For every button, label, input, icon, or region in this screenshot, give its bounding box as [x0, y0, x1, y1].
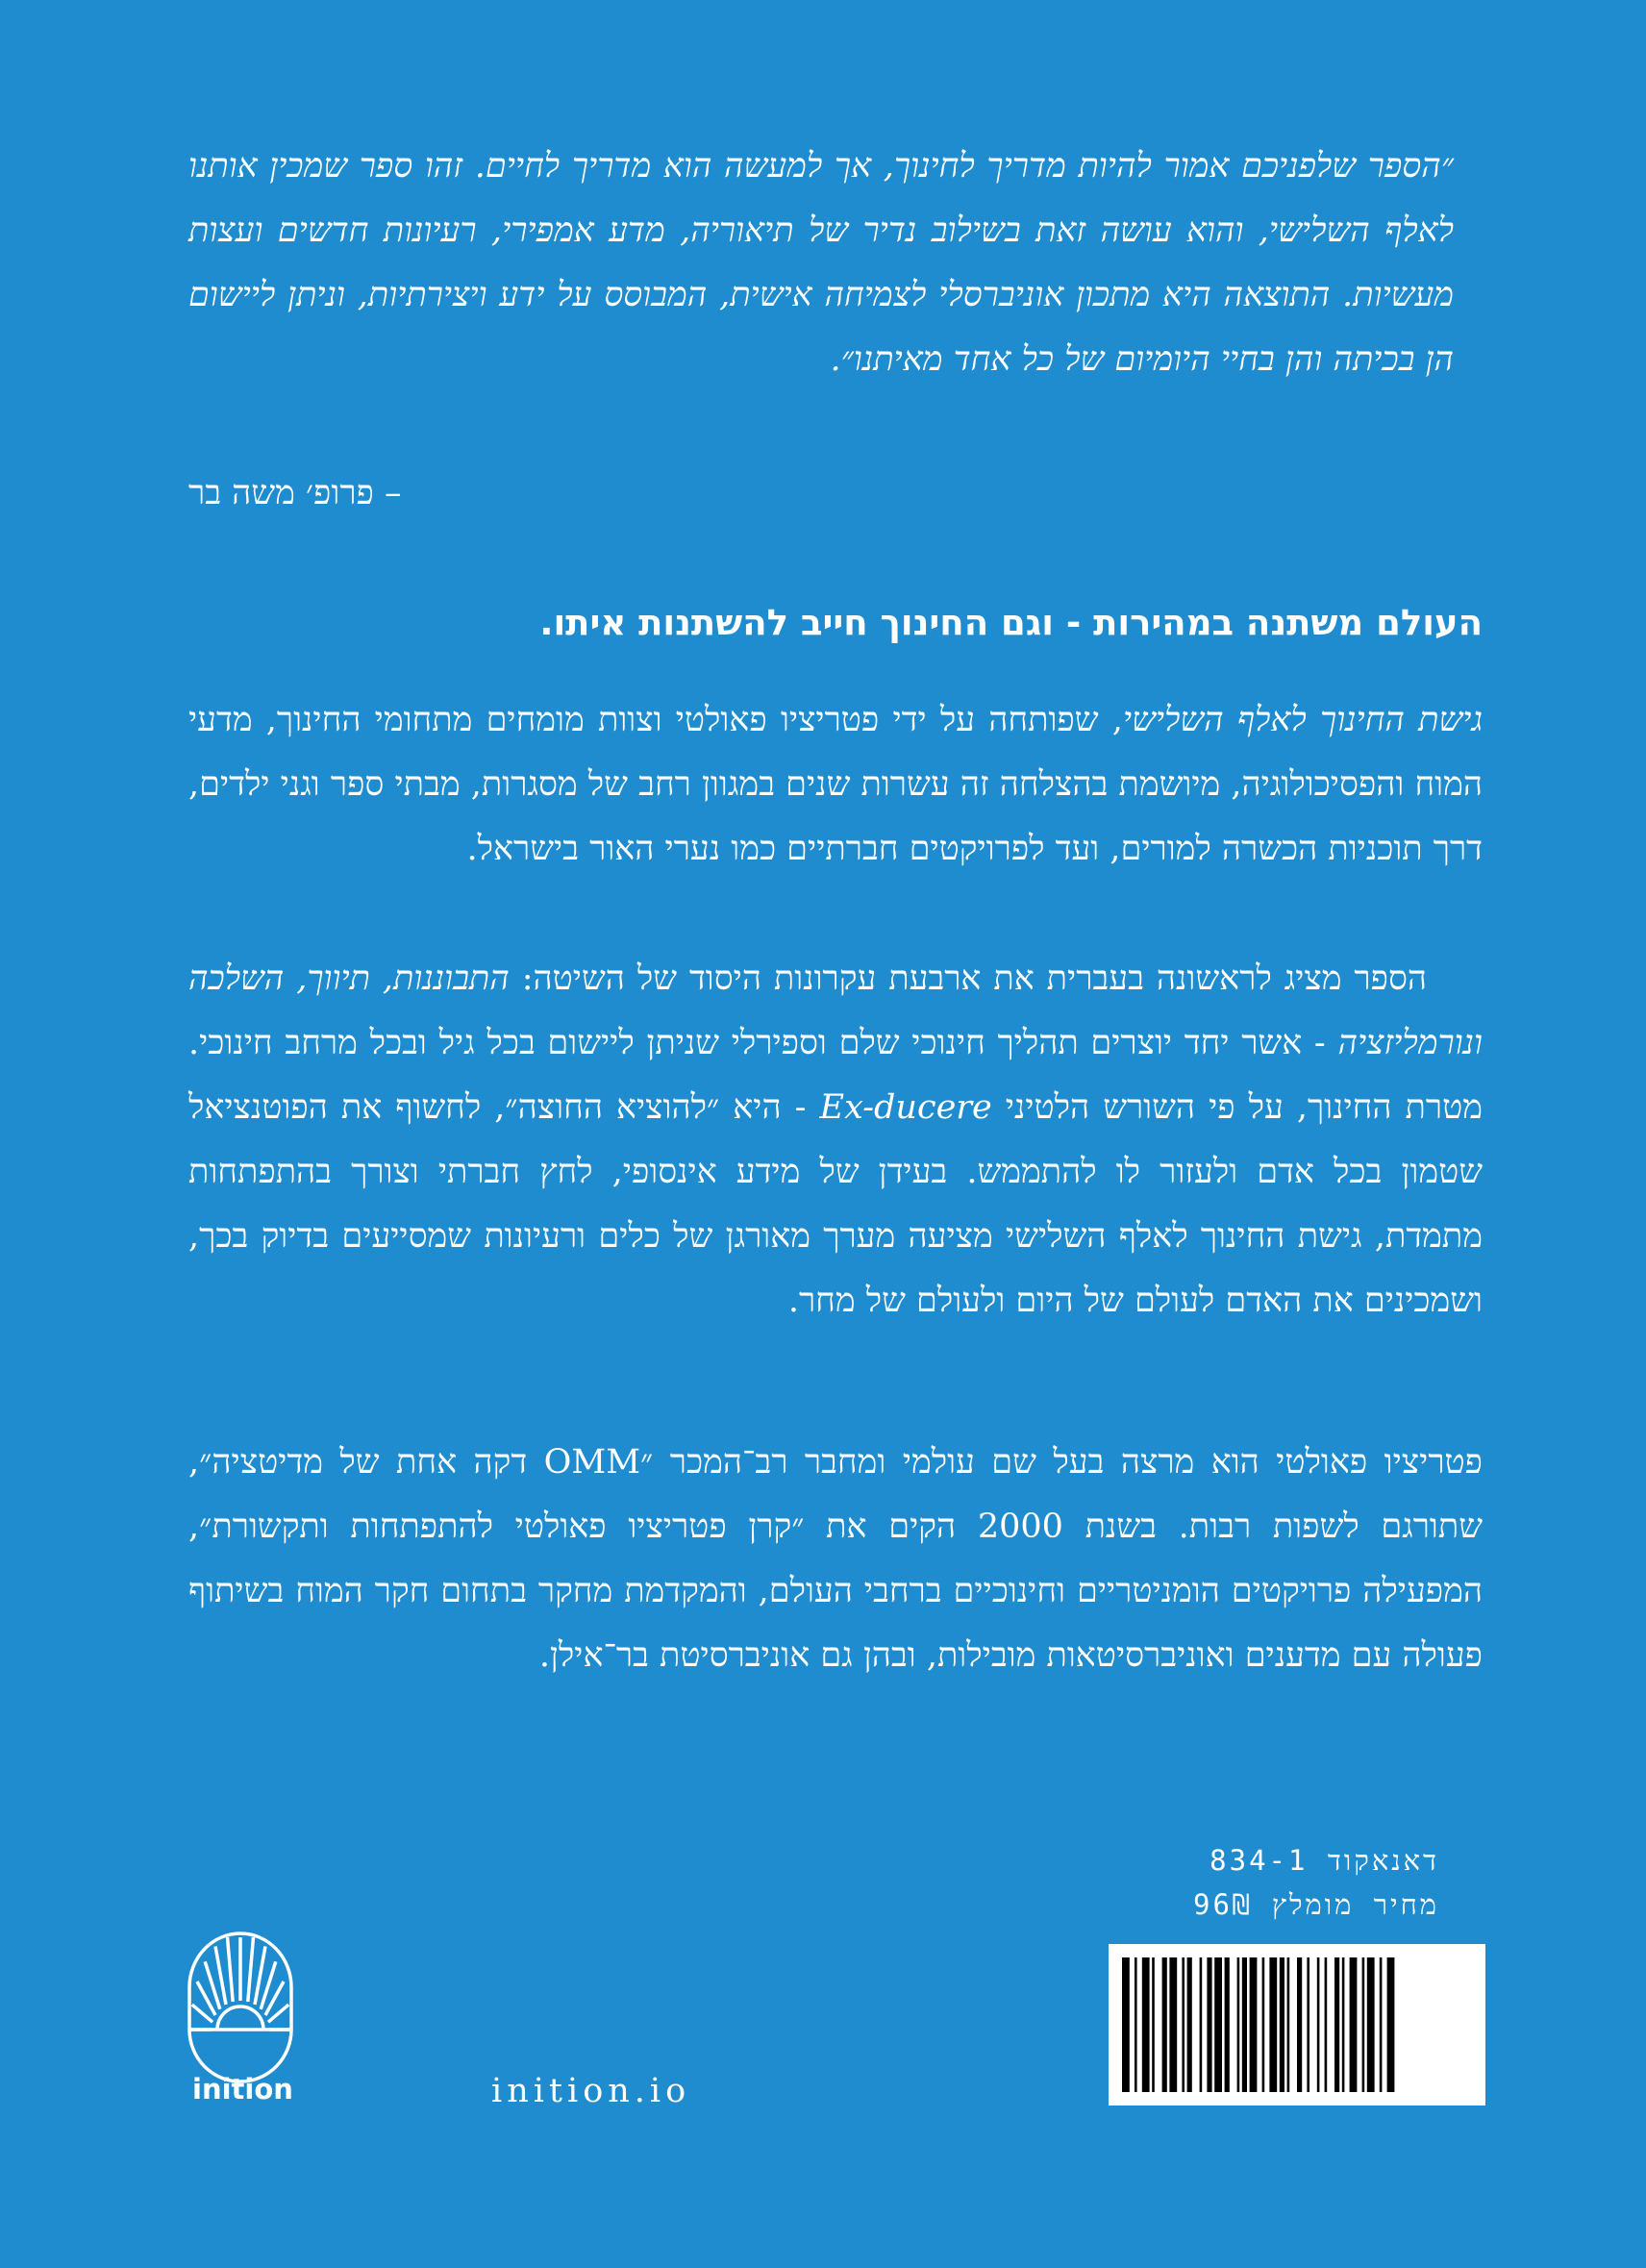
paragraph-method-text: , שפותחה על ידי פטריציו פאולטי וצוות מומחים מתחומי החינוך, מדעי המוח והפסיכולוגיה, מיושמת בהצלחה זה עשרות שנים במגוון רחב של מסגרות, מבתי ספר וגני ילדים, דרך תוכניות הכשרה למורים, ועד לפרויקטים חברתיים כמו נערי האור בישראל.	[188, 701, 1483, 868]
principles-text-end: - היא ״להוציא החוצה״, לחשוף את הפוטנציאל שטמון בכל אדם ולעזור לו להתממש. בעידן של מידע אינסופי, לחץ חברתי וצורך בהתפתחות מתמדת, גישת החינוך לאלף השלישי מציעה מערך מאורגן של כלים ורעיונות שמסייעים בדיוק בכך, ושמכינים את האדם לעולם של היום ולעולם של מחר.	[188, 1088, 1483, 1320]
paragraph-method	[188, 688, 1483, 882]
quote-attribution: – פרופ׳ משה בר	[188, 474, 402, 512]
catalog-info	[1193, 1838, 1439, 1927]
publisher-website[interactable]: inition.io	[491, 2072, 691, 2110]
method-title: גישת החינוך לאלף השלישי	[1122, 701, 1483, 739]
principles-list: התבוננות, תיווך, השלכה ונורמליזציה	[188, 960, 1483, 1062]
author-bio: פטריציו פאולטי הוא מרצה בעל שם עולמי ומחבר רב־המכר ״OMM דקה אחת של מדיטציה״, שתורגם לשפות רבות. בשנת 2000 הקים את ״קרן פטריציו פאולטי להתפתחות ותקשורת״, המפעילה פרויקטים הומניטריים וחינוכיים ברחבי העולם, והמקדמת מחקר בתחום חקר המוח בשיתוף פעולה עם מדענים ואוניברסיטאות מובילות, ובהן גם אוניברסיטת בר־אילן.	[188, 1443, 1483, 1675]
catalog-number: דאנאקוד 834-1	[1210, 1844, 1439, 1877]
endorsement-quote: ״הספר שלפניכם אמור להיות מדריך לחינוך, אך למעשה הוא מדריך לחיים. זהו ספר שמכין אותנו לאלף השלישי, והוא עושה זאת בשילוב נדיר של תיאוריה, מדע אמפירי, רעיונות חדשים ועצות מעשיות. התוצאה היא מתכון אוניברסלי לצמיחה אישית, המבוסס על ידע ויצירתיות, וניתן ליישום הן בכיתה והן בחיי היומיום של כל אחד מאיתנו״.	[188, 147, 1454, 379]
barcode-icon	[1109, 1944, 1485, 2106]
paragraph-principles	[188, 947, 1483, 1333]
recommended-price: מחיר מומלץ 96₪	[1193, 1888, 1439, 1921]
publisher-logo-name: inition	[192, 2073, 293, 2106]
principles-intro: הספר מציג לראשונה בעברית את ארבעת עקרונות היסוד של השיטה:	[509, 960, 1427, 998]
latin-term: Ex-ducere	[819, 1088, 992, 1127]
principles-text: - אשר יחד יוצרים תהליך חינוכי שלם וספירלי שניתן ליישום בכל גיל ובכל מרחב חינוכי. מטרת החינוך, על פי השורש הלטיני	[188, 1024, 1483, 1127]
headline: העולם משתנה במהירות - וגם החינוך חייב להשתנות איתו.	[539, 602, 1483, 643]
sunrise-arch-icon	[186, 1930, 295, 2093]
